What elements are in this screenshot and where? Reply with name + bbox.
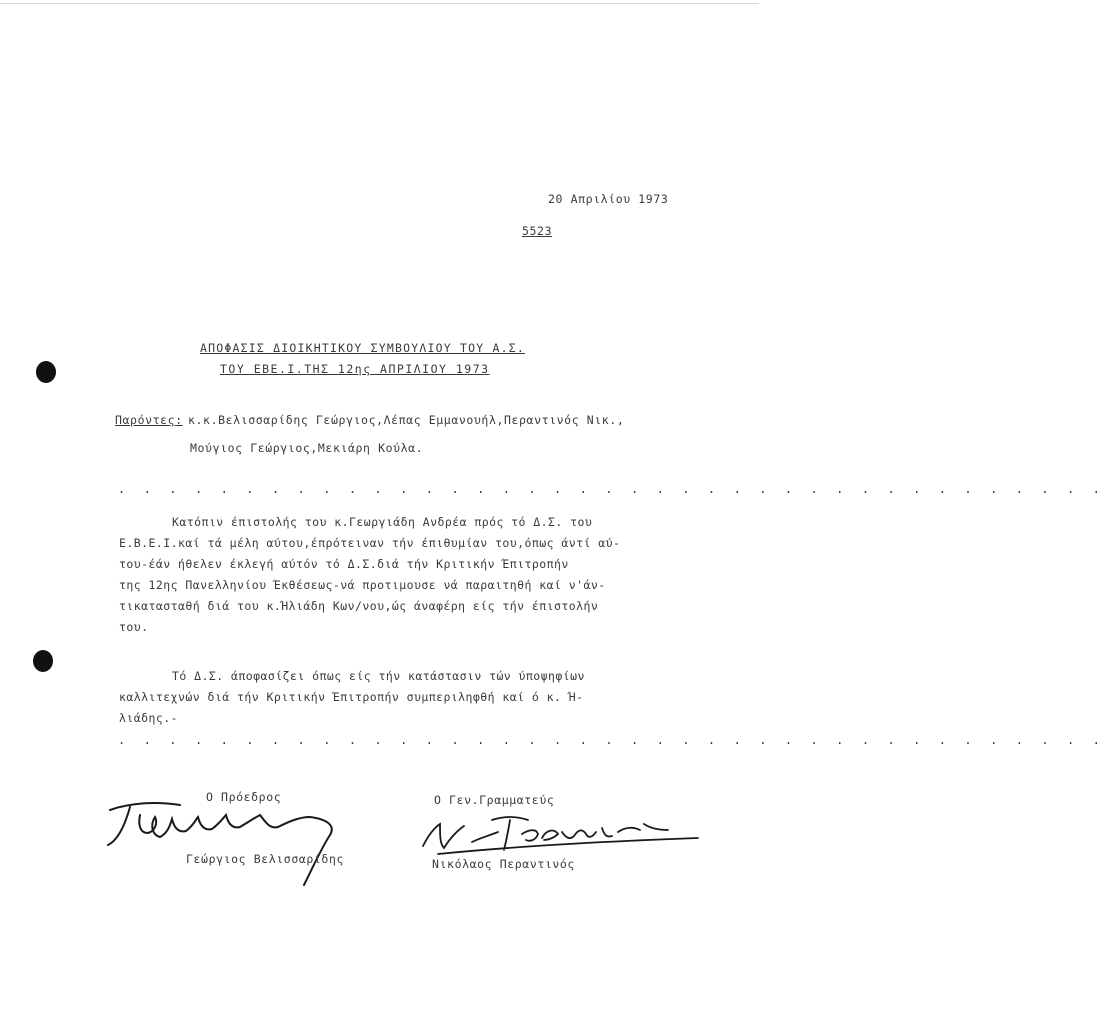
page-edge-line <box>0 3 759 4</box>
present-members-line1: κ.κ.Βελισσαρίδης Γεώργιος,Λέπας Εμμανουήλ,Περαντινός Νικ., <box>188 413 625 427</box>
paragraph1-line: της 12ης Πανελληνίου Έκθέσεως-νά προτιμουσε νά παραιτηθή καί ν'άν- <box>119 578 606 592</box>
separator-dots-bottom: . . . . . . . . . . . . . . . . . . . . . . . . . . . . . . . . . . . . . . . <box>118 733 1106 747</box>
paragraph1-line: Ε.Β.Ε.Ι.καί τά μέλη αύτου,έπρότειναν τήν έπιθυμίαν του,όπως άντί αύ- <box>119 536 621 550</box>
paragraph1-line: Κατόπιν έπιστολής του κ.Γεωργιάδη Ανδρέα πρός τό Δ.Σ. του <box>172 515 593 529</box>
signature-name-secretary: Νικόλαος Περαντινός <box>432 857 575 871</box>
paragraph2-line: λιάδης.- <box>119 711 178 725</box>
paragraph2-line: Τό Δ.Σ. άποφασίζει όπως είς τήν κατάστασιν τών ύποψηφίων <box>172 669 585 683</box>
document-date: 20 Απριλίου 1973 <box>548 192 669 206</box>
present-label: Παρόντες: <box>115 413 183 427</box>
document-title-line1: ΑΠΟΦΑΣΙΣ ΔΙΟΙΚΗΤΙΚΟΥ ΣΥΜΒΟΥΛΙΟΥ ΤΟΥ Α.Σ. <box>200 341 525 355</box>
signature-title-secretary: Ο Γεν.Γραμματεύς <box>434 793 555 807</box>
separator-dots-top: . . . . . . . . . . . . . . . . . . . . . . . . . . . . . . . . . . . . . . . <box>118 482 1106 496</box>
handwritten-signature-president <box>100 795 350 890</box>
signature-name-president: Γεώργιος Βελισσαρίδης <box>186 852 344 866</box>
signature-title-president: Ο Πρόεδρος <box>206 790 282 804</box>
punch-hole-bottom <box>33 650 53 672</box>
paragraph2-line: καλλιτεχνών διά τήν Κριτικήν Έπιτροπήν συμπεριληφθή καί ό κ. Ή- <box>119 690 584 704</box>
paragraph1-line: τικατασταθή διά του κ.Ήλιάδη Κων/νου,ώς άναφέρη είς τήν έπιστολήν <box>119 599 599 613</box>
reference-number: 5523 <box>522 224 553 238</box>
punch-hole-top <box>36 361 56 383</box>
document-title-line2: ΤΟΥ ΕΒΕ.Ι.ΤΗΣ 12ης ΑΠΡΙΛΙΟΥ 1973 <box>220 362 490 376</box>
present-members-line2: Μούγιος Γεώργιος,Μεκιάρη Κούλα. <box>190 441 424 455</box>
paragraph1-line: του. <box>119 620 149 634</box>
paragraph1-line: του-έάν ήθελεν έκλεγή αύτόν τό Δ.Σ.διά τήν Κριτικήν Έπιτροπήν <box>119 557 569 571</box>
